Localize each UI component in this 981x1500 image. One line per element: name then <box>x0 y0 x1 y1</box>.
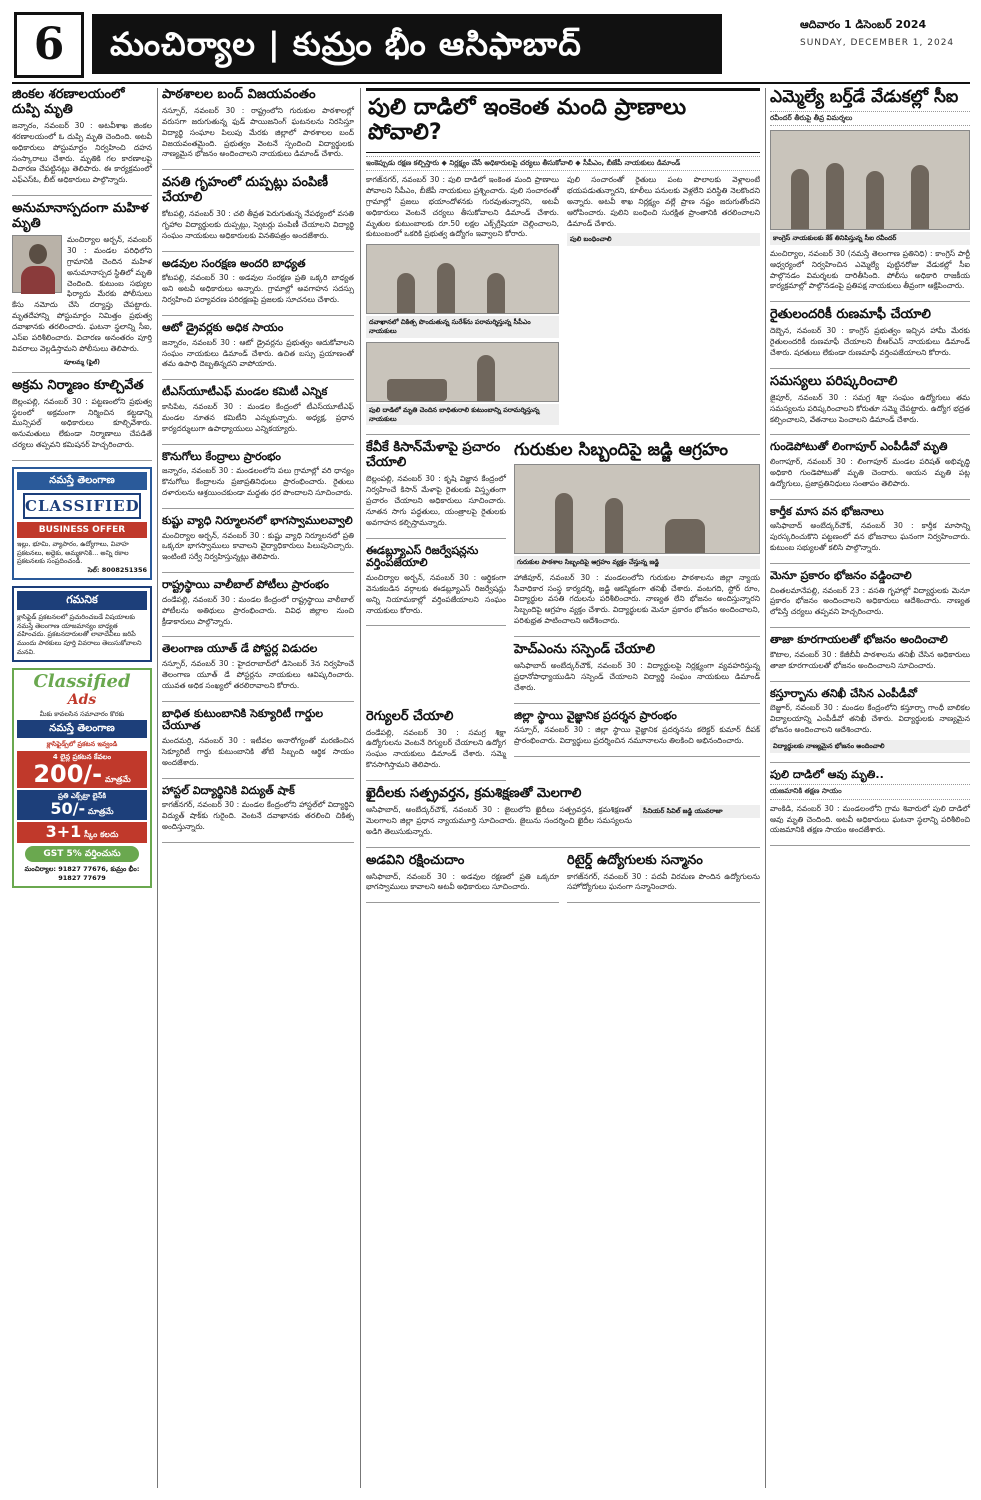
article-cow-tiger-attack <box>770 769 970 847</box>
article-body: కాసిపేట, నవంబర్ 30 : మండల కేంద్రంలో టీఎస్‌యూటీఎఫ్ మండల నూతన కమిటీని ఎన్నుకున్నారు. అధ్యక్ష, ప్రధాన కార్యదర్శులుగా ఉపాధ్యాయులు ఎన్నికయ్యారు. <box>162 401 354 433</box>
classified-ad <box>12 467 152 580</box>
article-body: మందమర్రి, నవంబర్ 30 : ఇటీవల అనారోగ్యంతో మరణించిన సెక్యూరిటీ గార్డు కుటుంబానికి తోటి సిబ్బంది ఆర్థిక సాయం అందజేశారు. <box>162 735 354 767</box>
article-body: మంచిర్యాల అర్బన్, నవంబర్ 30 : ఆర్థికంగా వెనుకబడిన వర్గాలకు ఈడబ్ల్యూఎస్ రిజర్వేషన్లు అన్ని నియామకాల్లో వర్తింపజేయాలని సంఘం నాయకులు కోరారు. <box>366 572 506 615</box>
article-headline: ఈడబ్ల్యూఎస్ రిజర్వేషన్లను వర్తింపజేయాలి <box>366 543 479 570</box>
article-deer-death <box>12 88 152 196</box>
article-headline: ఖైదీలకు సత్ప్రవర్తన, క్రమశిక్షణతో మెలగాలి <box>366 786 582 802</box>
offer-suffix: స్కీం కలదు <box>84 830 119 840</box>
ad-subtitle: Ads <box>67 691 97 708</box>
article-body: మంచిర్యాల అర్బన్, నవంబర్ 30 : మండల పరిధిలోని గ్రామానికి చెందిన మహిళ అనుమానాస్పద స్థితిలో మృతి చెందింది. కుటుంబ సభ్యుల ఫిర్యాదు మేరకు పోలీసులు కేసు నమోదు చేసి దర్యాప్తు చేపట్టారు. మృతదేహాన్ని పోస్టుమార్టం నిమిత్తం ప్రభుత్వ దవాఖానకు తరలించారు. ఘటనా స్థలాన్ని సీఐ, ఎస్ఐ పరిశీలించారు. విచారణ అనంతరం పూర్తి వివరాలు వెల్లడిస్తామని పోలీసులు తెలిపారు. <box>12 235 152 353</box>
article-menu-meals <box>770 570 970 628</box>
ad-brand: నమస్తే తెలంగాణ <box>17 472 147 490</box>
article-forest-protection <box>162 258 354 316</box>
date-telugu: ఆదివారం 1 డిసెంబర్ 2024 <box>800 18 927 31</box>
article-headline: పులి దాడిలో ఆవు మృతి.. <box>770 767 884 781</box>
photo-caption: పులి దాడిలో మృతి చెందిన బాధితురాలి కుటుంబాన్ని పరామర్శిస్తున్న నాయకులు <box>366 404 559 426</box>
article-blankets <box>162 176 354 252</box>
column-divider <box>157 88 158 1488</box>
article-headline: తాజా కూరగాయలతో భోజనం అందించాలి <box>770 633 948 647</box>
article-body: జైపూర్, నవంబర్ 30 : సమగ్ర శిక్షా సంఘం ఉద్యోగులు తమ సమస్యలను పరిష్కరించాలని కోరుతూ సమ్మె చేపట్టారు. ఉద్యోగ భద్రత కల్పించాలని, వేతనాలు పెంచాలని డిమాండ్ చేశారు. <box>770 392 970 424</box>
photo-caption: సీనియర్ సివిల్ జడ్జి యువరాజా <box>640 805 760 818</box>
article-headline: పాఠశాలల బంద్ విజయవంతం <box>162 87 316 102</box>
article-body: నస్పూర్, నవంబర్ 30 : జిల్లా స్థాయి వైజ్ఞానిక ప్రదర్శనను కలెక్టర్ కుమార్ దీపక్ ప్రారంభించారు. విద్యార్థులు ప్రదర్శించిన నమూనాలను తిలకించి అభినందించారు. <box>514 725 760 746</box>
article-headline: గుండెపోటుతో లింగాపూర్ ఎంపీడీవో మృతి <box>770 440 948 454</box>
photo-caption: పూలమ్మ (ఫైల్) <box>64 358 100 366</box>
lead-subheads: ఇంకెప్పుడు రక్షణ కల్పిస్తారు ◆ నిర్లక్ష్యం చేసే అధికారులపై చర్యలు తీసుకోవాలి ◆ సీపీఎం, బీజేపీ నాయకులు డిమాండ్ <box>366 156 760 171</box>
ad-offer: BUSINESS OFFER <box>17 522 147 538</box>
date-english: SUNDAY, DECEMBER 1, 2024 <box>800 37 955 48</box>
article-judge-anger <box>514 441 760 637</box>
ad-title: Classified <box>33 670 131 692</box>
article-headline: కొనుగోలు కేంద్రాలు ప్రారంభం <box>162 449 282 463</box>
article-headline: వసతి గృహంలో దుప్పట్లు పంపిణీ చేయాలి <box>162 175 328 206</box>
column-3 <box>366 88 760 909</box>
news-photo <box>366 342 559 402</box>
article-body: నస్పూర్, నవంబర్ 30 : హైదరాబాద్‌లో డిసెంబర్ 3న నిర్వహించే తెలంగాణ యూత్ డే పోస్టర్లను నాయకులు ఆవిష్కరించారు. యువత అధిక సంఖ్యలో తరలిరావాలని కోరారు. <box>162 659 354 690</box>
article-science-fair <box>514 710 760 757</box>
article-headline: జింకల శరణాలయంలో దుప్పి మృతి <box>12 87 125 117</box>
notice-box <box>12 586 152 662</box>
subhead: నిర్లక్ష్యం చేసే అధికారులపై చర్యలు తీసుకోవాలి <box>449 158 573 167</box>
article-headline: సమస్యలు పరిష్కరించాలి <box>770 373 898 389</box>
photo-caption: గురుకుల పాఠశాల సిబ్బందిపై ఆగ్రహం వ్యక్తం చేస్తున్న జడ్జి <box>514 556 760 569</box>
article-body: వాంకిడి, నవంబర్ 30 : మండలంలోని గ్రామ శివారులో పులి దాడిలో ఆవు మృతి చెందింది. అటవీ అధికారులు ఘటనా స్థలాన్ని పరిశీలించి యజమానికి తక్షణ సాయం అందజేశారు. <box>770 803 970 835</box>
article-body: దండేపల్లి, నవంబర్ 30 : సమగ్ర శిక్షా ఉద్యోగులను వెంటనే రెగ్యులర్ చేయాలని ఉద్యోగ సంఘం నాయకులు డిమాండ్ చేశారు. సమ్మె కొనసాగిస్తామని తెలిపారు. <box>366 727 506 770</box>
article-purchase-centres <box>162 451 354 509</box>
article-body: లింగాపూర్, నవంబర్ 30 : లింగాపూర్ మండల పరిషత్ అభివృద్ధి అధికారి గుండెపోటుతో మృతి చెందారు. ఆయన మృతి పట్ల ఉద్యోగులు, ప్రజాప్రతినిధులు సంతాపం తెలిపారు. <box>770 457 970 488</box>
notice-heading: గమనిక <box>17 591 147 610</box>
article-body: బెల్లంపల్లి, నవంబర్ 30 : కృషి విజ్ఞాన కేంద్రంలో నిర్వహించే కిసాన్ మేళాపై రైతులకు విస్తృతంగా ప్రచారం చేయాలని అధికారులు సూచించారు. నూతన సాగు పద్ధతులు, యంత్రాలపై రైతులకు అవగాహన కల్పిస్తామన్నారు. <box>366 474 506 527</box>
masthead <box>0 0 981 82</box>
article-headline: అడవిని రక్షించుదాం <box>366 852 465 868</box>
price-label: 4 లైన్ల ప్రకటన కేవలం <box>52 752 112 761</box>
article-headline: రిటైర్డ్ ఉద్యోగులకు సన్మానం <box>567 852 703 868</box>
column-divider <box>765 88 766 1488</box>
article-subhead: యజమానికి తక్షణ సాయం <box>770 784 970 799</box>
article-body: కోటపల్లి, నవంబర్ 30 : చలి తీవ్రత పెరుగుతున్న నేపథ్యంలో వసతి గృహాల విద్యార్థులకు దుప్పట్లు, స్వెటర్లు పంపిణీ చేయాలని విద్యార్థి సంఘం నాయకులు అధికారులకు వినతిపత్రం అందజేశారు. <box>162 209 354 240</box>
article-mla-birthday-ci <box>770 88 970 302</box>
article-headline: రెగ్యులర్ చేయాలి <box>366 708 454 724</box>
column-divider <box>360 88 361 1488</box>
article-headline: కుష్టు వ్యాధి నిర్మూలనలో భాగస్వాములవ్వాలి <box>162 513 353 527</box>
column-2 <box>162 88 354 849</box>
article-body: దెబ్బెన, నవంబర్ 30 : కాంగ్రెస్ ప్రభుత్వం ఇచ్చిన హామీ మేరకు రైతులందరికీ రుణమాఫీ చేయాలని బీఆర్‌ఎస్ నాయకులు డిమాండ్ చేశారు. షరతులు లేకుండా రుణమాఫీ వర్తింపజేయాలని కోరారు. <box>770 326 970 357</box>
offer-value: 3+1 <box>45 822 82 842</box>
article-loan-waiver <box>770 308 970 369</box>
article-headline: హెచ్‌ఎంను సస్పెండ్ చేయాలి <box>514 642 655 658</box>
article-body: బెజ్జూర్, నవంబర్ 30 : మండల కేంద్రంలోని కస్తూర్బా గాంధీ బాలికల విద్యాలయాన్ని ఎంపీడీవో తనిఖీ చేశారు. విద్యార్థులకు నాణ్యమైన భోజనం అందించాలని ఆదేశించారు. <box>770 703 970 734</box>
article-tsutf-election <box>162 386 354 444</box>
article-body: జన్నారం, నవంబర్ 30 : ఆటో డ్రైవర్లను ప్రభుత్వం ఆదుకోవాలని సంఘం నాయకులు డిమాండ్ చేశారు. ఉచిత బస్సు ప్రయాణంతో తమ ఉపాధి దెబ్బతిన్నదని వాపోయారు. <box>162 337 354 369</box>
article-body: నస్పూర్, నవంబర్ 30 : రాష్ట్రంలోని గురుకుల పాఠశాలల్లో వరుసగా జరుగుతున్న ఫుడ్ పాయిజనింగ్ ఘటనలను నిరసిస్తూ విద్యార్థి సంఘాల పిలుపు మేరకు జిల్లాలో పాఠశాలల బంద్ విజయవంతమైంది. ప్రభుత్వం వెంటనే స్పందించి విద్యార్థులకు నాణ్యమైన భోజనం అందించాలని నాయకులు డిమాండ్ చేశారు. <box>162 105 354 159</box>
article-body: జన్నారం, నవంబర్ 30 : మండలంలోని పలు గ్రామాల్లో వరి ధాన్యం కొనుగోలు కేంద్రాలను ప్రజాప్రతినిధులు ప్రారంభించారు. రైతులు దళారులను ఆశ్రయించకుండా మద్దతు ధర పొందాలని సూచించారు. <box>162 466 354 497</box>
article-hm-suspend <box>514 643 760 704</box>
article-body: కాగజ్‌నగర్, నవంబర్ 30 : పదవీ విరమణ పొందిన ఉద్యోగులను సహోద్యోగులు ఘనంగా సన్మానించారు. <box>567 871 760 892</box>
photo-caption: దవాఖానలో చికిత్స పొందుతున్న సురేశ్‌ను పరామర్శిస్తున్న సీపీఎం నాయకులు <box>366 316 559 338</box>
article-headline: ఎమ్మెల్యే బర్త్‌డే వేడుకల్లో సీఐ <box>770 87 959 107</box>
article-body: చింతలమానేపల్లి, నవంబర్ 23 : వసతి గృహాల్లో విద్యార్థులకు మెనూ ప్రకారం భోజనం అందించాలని అధికారులు ఆదేశించారు. నాణ్యత లోపిస్తే చర్యలు తప్పవని హెచ్చరించారు. <box>770 585 970 617</box>
article-headline: కస్తూర్బాను తనిఖీ చేసిన ఎంపీడీవో <box>770 686 917 700</box>
article-headline: రాష్ట్రస్థాయి వాలీబాల్ పోటీలు ప్రారంభం <box>162 578 329 592</box>
article-security-guards <box>162 708 354 779</box>
article-electric-shock <box>162 785 354 843</box>
price-suffix: మాత్రమే <box>104 775 131 785</box>
article-school-bandh <box>162 88 354 170</box>
article-save-forest <box>366 854 559 904</box>
portrait-photo <box>12 235 62 293</box>
price-suffix: మాత్రమే <box>87 807 114 817</box>
ad-phones: మంచిర్యాల: 91827 77676, కుమ్రం భీం: 91827 77679 <box>24 865 140 882</box>
masthead-rule <box>12 82 970 84</box>
article-subhead: రవీందర్ తీరుపై తీవ్ర విమర్శలు <box>770 111 970 126</box>
offer-row <box>17 822 147 843</box>
article-ews <box>366 545 506 627</box>
article-demolition <box>12 379 152 461</box>
article-headline: కేవీకే కిసాన్‌మేళాపై ప్రచారం చేయాలి <box>366 440 501 471</box>
lead-article-tiger-attack <box>366 88 760 435</box>
article-kvk-kisan-mela <box>366 441 506 538</box>
photo-caption: విద్యార్థులకు నాణ్యమైన భోజనం అందించాలి <box>770 740 970 753</box>
article-youth-day <box>162 643 354 701</box>
article-body: హాజీపూర్, నవంబర్ 30 : మండలంలోని గురుకుల పాఠశాలను జిల్లా న్యాయ సేవాధికార సంస్థ కార్యదర్శి, జడ్జి ఆకస్మికంగా తనిఖీ చేశారు. వంటగది, స్టోర్ రూం, విద్యార్థుల వసతి గదులను పరిశీలించారు. నాణ్యత లేని భోజనం అందిస్తున్నారని సిబ్బందిపై ఆగ్రహం వ్యక్తం చేశారు. విద్యార్థులకు మెనూ ప్రకారం భోజనం అందించాలని, పరిశుభ్రత పాటించాలని ఆదేశించారు. <box>514 572 760 626</box>
price-label: ప్రతి ఎక్స్‌ట్రా లైన్‌కి <box>58 792 106 801</box>
article-prisoners <box>366 787 760 848</box>
article-regularise <box>366 710 506 781</box>
gst-badge: GST 5% వర్తించును <box>25 846 139 862</box>
article-body: పులి సంచారంతో రైతులు పంట పొలాలకు వెళ్లాలంటే భయపడుతున్నారని, కూలీలు పనులకు వెళ్లలేని పరిస్థితి నెలకొందని అన్నారు. అటవీ శాఖ నిర్లక్ష్యం వల్లే ప్రాణ నష్టం జరుగుతోందని ఆరోపించారు. పులిని బంధించి సురక్షిత ప్రాంతానికి తరలించాలని డిమాండ్ చేశారు. <box>567 175 760 228</box>
article-headline: కార్తీక మాస వన భోజనాలు <box>770 504 884 518</box>
column-4 <box>770 88 970 852</box>
news-photo <box>770 130 970 230</box>
news-photo <box>514 464 760 554</box>
notice-body: క్లాసిఫైడ్ ప్రకటనలలో ప్రచురించబడే విషయాలకు నమస్తే తెలంగాణ యాజమాన్యం బాధ్యత వహించదు. ప్రకటనదారులతో లావాదేవీలు జరిపే ముందు పాఠకులు పూర్తి వివరాలు తెలుసుకోవాలని మనవి. <box>17 612 142 656</box>
article-body: దండేపల్లి, నవంబర్ 30 : మండల కేంద్రంలో రాష్ట్రస్థాయి వాలీబాల్ పోటీలను అతిథులు ప్రారంభించారు. వివిధ జిల్లాల నుంచి క్రీడాకారులు పాల్గొన్నారు. <box>162 594 354 626</box>
article-woman-death <box>12 202 152 373</box>
article-body: కోటపల్లి, నవంబర్ 30 : అడవుల సంరక్షణ ప్రతి ఒక్కరి బాధ్యత అని అటవీ అధికారులు అన్నారు. గ్రామాల్లో అవగాహన సదస్సు నిర్వహించి పర్యావరణ పరిరక్షణపై ప్రజలకు సూచనలు చేశారు. <box>162 273 354 305</box>
date-block <box>800 18 970 49</box>
article-karthika-picnic <box>770 506 970 564</box>
subhead: సీపీఎం, బీజేపీ నాయకులు డిమాండ్ <box>583 158 681 167</box>
article-resolve-issues <box>770 375 970 436</box>
article-headline: బాధిత కుటుంబానికి సెక్యూరిటీ గార్డుల చేయూత <box>162 706 324 733</box>
article-headline: హాస్టల్ విద్యార్థినికి విద్యుత్ షాక్ <box>162 783 295 797</box>
ad-line: క్లాసిఫైడ్స్‌లో ప్రకటన ఇవ్వండి <box>46 739 118 748</box>
article-headline: రైతులందరికీ రుణమాఫీ చేయాలి <box>770 307 931 323</box>
lead-headline: పులి దాడిలో ఇంకెంత మంది ప్రాణాలు పోవాలి? <box>368 95 687 146</box>
page-title: మంచిర్యాల | కుమ్రం భీం ఆసిఫాబాద్ <box>92 14 722 74</box>
article-body: ఆసిఫాబాద్ అంబేద్కర్‌చౌక్, నవంబర్ 30 : కార్తీక మాసాన్ని పురస్కరించుకొని పట్టణంలో వన భోజనాలు ఘనంగా నిర్వహించారు. కుటుంబ సభ్యులతో కలిసి పాల్గొన్నారు. <box>770 521 970 553</box>
article-headline: జిల్లా స్థాయి వైజ్ఞానిక ప్రదర్శన ప్రారంభం <box>514 708 677 722</box>
article-retired-felicitation <box>567 854 760 904</box>
article-leprosy <box>162 515 354 573</box>
article-headline: అక్రమ నిర్మాణం కూల్చివేత <box>12 377 144 393</box>
article-mpdo-death <box>770 441 970 499</box>
price-row <box>17 790 147 820</box>
article-auto-drivers <box>162 322 354 380</box>
price-value: 200/- <box>33 760 103 789</box>
article-headline: మెనూ ప్రకారం భోజనం వడ్డించాలి <box>770 568 912 582</box>
article-headline: టీఎస్‌యూటీఎఫ్ మండల కమిటీ ఎన్నిక <box>162 385 328 399</box>
ad-phone: సెల్: 8008251356 <box>87 566 147 575</box>
lead-headline-box <box>366 88 760 153</box>
photo-caption: పులి బంధించాలి <box>567 233 760 246</box>
article-body: బెల్లంపల్లి, నవంబర్ 30 : పట్టణంలోని ప్రభుత్వ స్థలంలో అక్రమంగా నిర్మించిన కట్టడాన్ని మున్సిపల్ అధికారులు కూల్చివేశారు. అనుమతులు లేకుండా నిర్మాణాలు చేపడితే చర్యలు తప్పవని కమిషనర్ హెచ్చరించారు. <box>12 396 152 450</box>
article-headline: అడవుల సంరక్షణ అందరి బాధ్యత <box>162 256 306 270</box>
column-1 <box>12 88 152 894</box>
article-body: మంచిర్యాల అర్బన్, నవంబర్ 30 : కుష్టు వ్యాధి నిర్మూలనలో ప్రతి ఒక్కరూ భాగస్వాములు కావాలని వైద్యాధికారులు పిలుపునిచ్చారు. ఇంటింటి సర్వే నిర్వహిస్తున్నట్లు తెలిపారు. <box>162 530 354 562</box>
article-kasturba-inspection <box>770 688 970 763</box>
article-body: కాగజ్‌నగర్, నవంబర్ 30 : మండల కేంద్రంలోని హాస్టల్‌లో విద్యార్థిని విద్యుత్ షాక్‌కు గురైంది. వెంటనే దవాఖానకు తరలించి చికిత్స అందిస్తున్నారు. <box>162 800 354 831</box>
ad-line: మీకు కావలసిన సమాచారం కొరకు <box>39 709 125 718</box>
article-headline: గురుకుల సిబ్బందిపై జడ్జి ఆగ్రహం <box>514 440 729 461</box>
news-photo <box>366 244 559 314</box>
article-body: కాగజ్‌నగర్, నవంబర్ 30 : పులి దాడిలో ఇంకెంత మంది ప్రాణాలు పోవాలని సీపీఎం, బీజేపీ నాయకులు ప్రశ్నించారు. పులి సంచారంతో గ్రామాల్లో ప్రజలు భయాందోళనకు గురవుతున్నారని, అటవీ అధికారులు వెంటనే చర్యలు తీసుకోవాలని డిమాండ్ చేశారు. మృతుల కుటుంబాలకు రూ.50 లక్షల ఎక్స్‌గ్రేషియా చెల్లించాలని, కుటుంబంలో ఒకరికి ప్రభుత్వ ఉద్యోగం ఇవ్వాలని కోరారు. <box>366 175 559 239</box>
article-volleyball <box>162 579 354 637</box>
ad-classified-title: CLASSIFIED <box>23 493 141 519</box>
article-fresh-vegetables <box>770 634 970 681</box>
article-body: ఆసిఫాబాద్, నవంబర్ 30 : అడవుల రక్షణలో ప్రతి ఒక్కరూ భాగస్వాములు కావాలని అటవీ అధికారులు సూచించారు. <box>366 871 559 892</box>
article-headline: ఆటో డ్రైవర్లకు అధిక సాయం <box>162 321 284 335</box>
article-body: ఆసిఫాబాద్, అంబేద్కర్‌చౌక్, నవంబర్ 30 : జైలులోని ఖైదీలు సత్ప్రవర్తన, క్రమశిక్షణతో మెలగాలని జిల్లా ప్రధాన న్యాయమూర్తి సూచించారు. జైలును సందర్శించి ఖైదీల సమస్యలను అడిగి తెలుసుకున్నారు. <box>366 804 632 836</box>
article-body: జన్నారం, నవంబర్ 30 : అటవీశాఖ జింకల శరణాలయంలో ఓ దుప్పి మృతి చెందింది. అటవీ అధికారులు పోస్టుమార్టం నిర్వహించి దహన సంస్కారాలు చేశారు. మృతికి గల కారణాలపై విచారణ చేపట్టినట్లు తెలిపారు. ఈ కార్యక్రమంలో ఎఫ్ఎస్ఓ, బీట్ అధికారులు పాల్గొన్నారు. <box>12 120 152 185</box>
ad-body: ఇల్లు, భూమి, వ్యాపారం, ఉద్యోగాలు, వివాహ ప్రకటనలు, అద్దెకు, అమ్మకానికి... అన్ని రకాల ప్రకటనలకు సంప్రదించండి. <box>17 539 129 566</box>
article-body: మంచిర్యాల, నవంబర్ 30 (నమస్తే తెలంగాణ ప్రతినిధి) : కాంగ్రెస్ పార్టీ ఆధ్వర్యంలో నిర్వహించిన ఎమ్మెల్యే పుట్టినరోజు వేడుకల్లో సీఐ పాల్గొనడం విమర్శలకు దారితీసింది. పోలీసు అధికారి రాజకీయ కార్యక్రమాల్లో పాల్గొనడంపై ప్రతిపక్ష నాయకులు తీవ్రంగా ఆక్షేపించారు. <box>770 248 970 291</box>
price-row <box>17 751 147 788</box>
price-value: 50/- <box>50 799 86 819</box>
ad-brand: నమస్తే తెలంగాణ <box>17 720 147 738</box>
article-body: ఆసిఫాబాద్ అంబేద్కర్‌చౌక్, నవంబర్ 30 : విద్యార్థులపై నిర్లక్ష్యంగా వ్యవహరిస్తున్న ప్రధానోపాధ్యాయుడిని సస్పెండ్ చేయాలని విద్యార్థి సంఘం నాయకులు డిమాండ్ చేశారు. <box>514 660 760 692</box>
page-number: 6 <box>14 12 84 78</box>
article-headline: తెలంగాణ యూత్ డే పోస్టర్ల విడుదల <box>162 642 318 656</box>
subhead: ఇంకెప్పుడు రక్షణ కల్పిస్తారు <box>366 158 440 167</box>
article-headline: అనుమానాస్పదంగా మహిళ మృతి <box>12 201 149 232</box>
classified-ads-rate-card <box>12 668 152 888</box>
article-body: కౌటాల, నవంబర్ 30 : కేజీబీవీ పాఠశాలను తనిఖీ చేసిన అధికారులు తాజా కూరగాయలతో భోజనం అందించాలని సూచించారు. <box>770 649 970 670</box>
photo-caption: కాంగ్రెస్ నాయకులకు కేక్ తినిపిస్తున్న సీఐ రవీందర్ <box>770 232 970 245</box>
